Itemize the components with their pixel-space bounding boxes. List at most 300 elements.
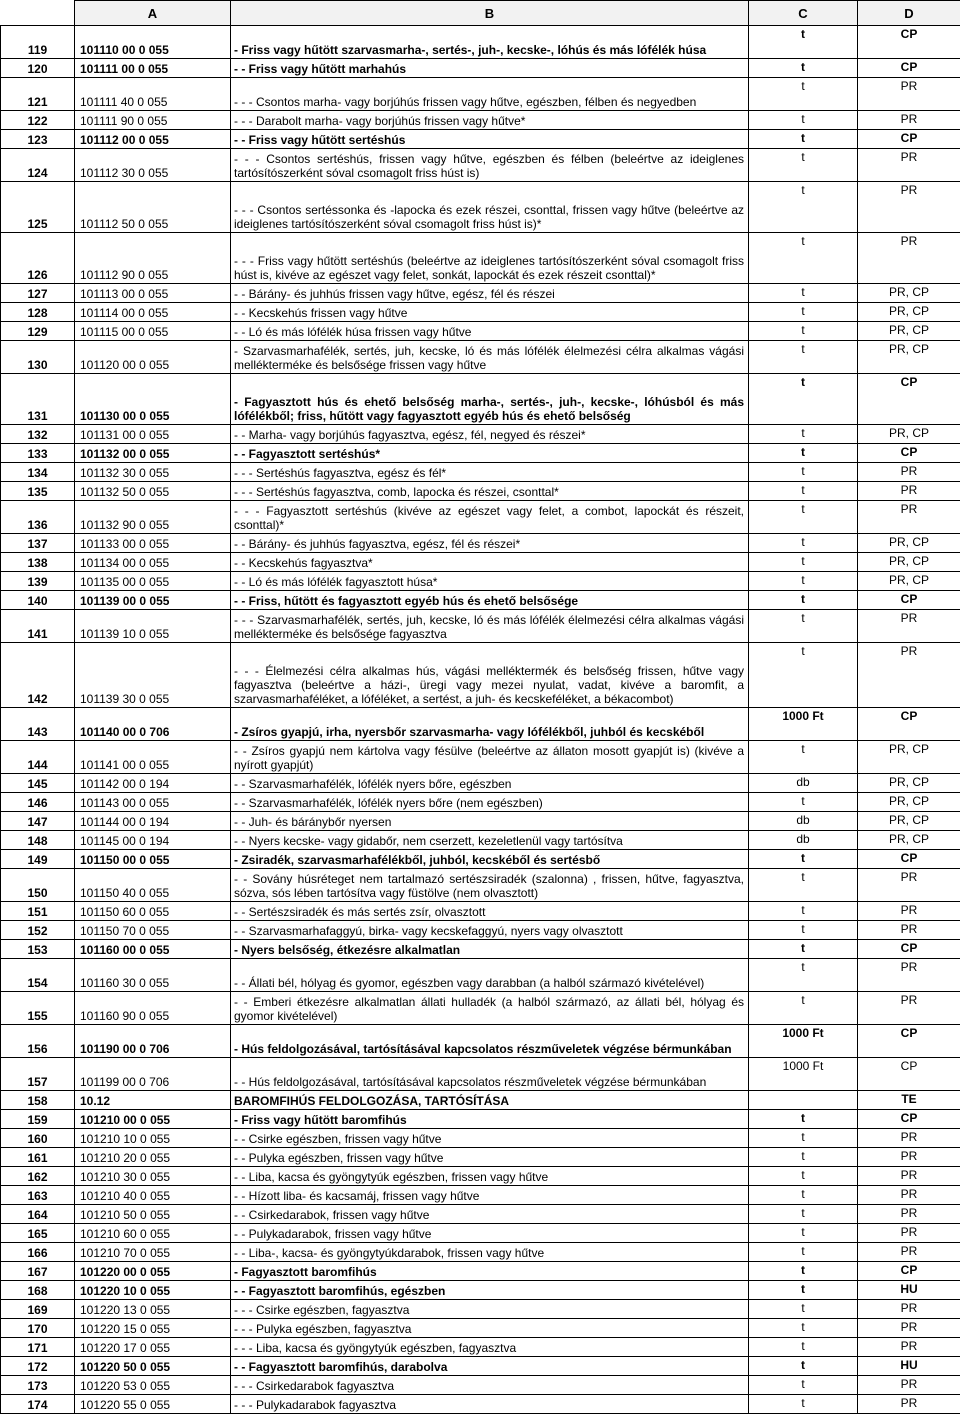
description-cell[interactable]: - - - Csontos marha- vagy borjúhús frissen vagy hűtve, egészben, félben és negyedben: [231, 78, 749, 111]
unit-cell[interactable]: t: [749, 921, 858, 940]
product-code-cell[interactable]: 101160 90 0 055: [75, 992, 231, 1025]
description-cell[interactable]: - - Liba, kacsa és gyöngytyúk egészben, frissen vagy hűtve: [231, 1167, 749, 1186]
row-number-cell[interactable]: 131: [1, 374, 75, 425]
row-number-cell[interactable]: 152: [1, 921, 75, 940]
category-cell[interactable]: CP: [858, 1262, 960, 1281]
unit-cell[interactable]: t: [749, 130, 858, 149]
product-code-cell[interactable]: 101190 00 0 706: [75, 1025, 231, 1058]
description-cell[interactable]: - Hús feldolgozásával, tartósításával kapcsolatos részműveletek végzése bérmunkában: [231, 1025, 749, 1058]
category-cell[interactable]: CP: [858, 26, 960, 59]
product-code-cell[interactable]: 101220 15 0 055: [75, 1319, 231, 1338]
unit-cell[interactable]: t: [749, 869, 858, 902]
unit-cell[interactable]: t: [749, 1167, 858, 1186]
unit-cell[interactable]: t: [749, 1186, 858, 1205]
description-cell[interactable]: - - Fagyasztott baromfihús, darabolva: [231, 1357, 749, 1376]
category-cell[interactable]: PR: [858, 902, 960, 921]
description-cell[interactable]: - - - Csirkedarabok fagyasztva: [231, 1376, 749, 1395]
description-cell[interactable]: - - Hízott liba- és kacsamáj, frissen vagy hűtve: [231, 1186, 749, 1205]
category-cell[interactable]: PR: [858, 1186, 960, 1205]
unit-cell[interactable]: t: [749, 463, 858, 482]
product-code-cell[interactable]: 101139 10 0 055: [75, 610, 231, 643]
unit-cell[interactable]: db: [749, 774, 858, 793]
description-cell[interactable]: - - - Élelmezési célra alkalmas hús, vágási melléktermék és belsőség frissen, hűtve vagy fagyasztva (beleértve a házi-, üregi vagy mezei nyulat, vadat, kivéve a baromfit, a szarvasmarhaféléket, a lóféléket, a sertést, a juh- és kecskeféléket, a békacombot): [231, 643, 749, 708]
product-code-cell[interactable]: 101210 70 0 055: [75, 1243, 231, 1262]
unit-cell[interactable]: t: [749, 850, 858, 869]
unit-cell[interactable]: t: [749, 1129, 858, 1148]
category-cell[interactable]: PR, CP: [858, 322, 960, 341]
category-cell[interactable]: CP: [858, 130, 960, 149]
unit-cell[interactable]: t: [749, 1319, 858, 1338]
unit-cell[interactable]: db: [749, 831, 858, 850]
unit-cell[interactable]: 1000 Ft: [749, 1025, 858, 1058]
unit-cell[interactable]: t: [749, 322, 858, 341]
description-cell[interactable]: - - Állati bél, hólyag és gyomor, egészben vagy darabban (a halból származó kivételével): [231, 959, 749, 992]
description-cell[interactable]: - Friss vagy hűtött szarvasmarha-, sertés-, juh-, kecske-, lóhús és más lófélék húsa: [231, 26, 749, 59]
description-cell[interactable]: - Friss vagy hűtött baromfihús: [231, 1110, 749, 1129]
row-number-cell[interactable]: 173: [1, 1376, 75, 1395]
category-cell[interactable]: PR: [858, 1300, 960, 1319]
row-number-cell[interactable]: 145: [1, 774, 75, 793]
row-number-cell[interactable]: 136: [1, 501, 75, 534]
description-cell[interactable]: - - Csirkedarabok, frissen vagy hűtve: [231, 1205, 749, 1224]
description-cell[interactable]: - Szarvasmarhafélék, sertés, juh, kecske, ló és más lófélék élelmezési célra alkalmas vágási mellékterméke és belsősége frissen vagy hűtve: [231, 341, 749, 374]
row-number-cell[interactable]: 141: [1, 610, 75, 643]
category-cell[interactable]: PR: [858, 463, 960, 482]
product-code-cell[interactable]: 101210 00 0 055: [75, 1110, 231, 1129]
product-code-cell[interactable]: 101160 00 0 055: [75, 940, 231, 959]
unit-cell[interactable]: t: [749, 284, 858, 303]
description-cell[interactable]: - - - Sertéshús fagyasztva, egész és fél*: [231, 463, 749, 482]
category-cell[interactable]: PR, CP: [858, 793, 960, 812]
unit-cell[interactable]: t: [749, 501, 858, 534]
category-cell[interactable]: PR, CP: [858, 534, 960, 553]
description-cell[interactable]: - - Kecskehús fagyasztva*: [231, 553, 749, 572]
unit-cell[interactable]: t: [749, 149, 858, 182]
unit-cell[interactable]: t: [749, 741, 858, 774]
category-cell[interactable]: PR: [858, 1205, 960, 1224]
description-cell[interactable]: - - Sovány húsréteget nem tartalmazó sertészsiradék (szalonna) , frissen, hűtve, fagyasztva, sózva, sós lében tartósítva vagy füstölve (nem olvasztott): [231, 869, 749, 902]
category-cell[interactable]: CP: [858, 1025, 960, 1058]
category-cell[interactable]: TE: [858, 1091, 960, 1110]
product-code-cell[interactable]: 101220 53 0 055: [75, 1376, 231, 1395]
row-number-cell[interactable]: 119: [1, 26, 75, 59]
category-cell[interactable]: PR: [858, 959, 960, 992]
description-cell[interactable]: - Fagyasztott baromfihús: [231, 1262, 749, 1281]
product-code-cell[interactable]: 101210 50 0 055: [75, 1205, 231, 1224]
row-number-cell[interactable]: 130: [1, 341, 75, 374]
row-number-cell[interactable]: 171: [1, 1338, 75, 1357]
description-cell[interactable]: - - Juh- és báránybőr nyersen: [231, 812, 749, 831]
unit-cell[interactable]: [749, 1091, 858, 1110]
unit-cell[interactable]: t: [749, 1300, 858, 1319]
description-cell[interactable]: - - Liba-, kacsa- és gyöngytyúkdarabok, frissen vagy hűtve: [231, 1243, 749, 1262]
description-cell[interactable]: - - Szarvasmarhafélék, lófélék nyers bőre, egészben: [231, 774, 749, 793]
category-cell[interactable]: PR: [858, 501, 960, 534]
description-cell[interactable]: - - Ló és más lófélék fagyasztott húsa*: [231, 572, 749, 591]
row-number-cell[interactable]: 124: [1, 149, 75, 182]
product-code-cell[interactable]: 101112 00 0 055: [75, 130, 231, 149]
column-header-a[interactable]: A: [75, 1, 231, 26]
unit-cell[interactable]: t: [749, 1357, 858, 1376]
unit-cell[interactable]: t: [749, 341, 858, 374]
table-row: [1, 182, 960, 233]
unit-cell[interactable]: t: [749, 1262, 858, 1281]
category-cell[interactable]: PR, CP: [858, 812, 960, 831]
category-cell[interactable]: CP: [858, 59, 960, 78]
product-code-cell[interactable]: 101132 00 0 055: [75, 444, 231, 463]
unit-cell[interactable]: t: [749, 572, 858, 591]
row-number-cell[interactable]: 170: [1, 1319, 75, 1338]
unit-cell[interactable]: t: [749, 1243, 858, 1262]
column-header-b[interactable]: B: [231, 1, 749, 26]
category-cell[interactable]: PR: [858, 869, 960, 902]
product-code-cell[interactable]: 101113 00 0 055: [75, 284, 231, 303]
product-code-cell[interactable]: 101132 50 0 055: [75, 482, 231, 501]
product-code-cell[interactable]: 101111 90 0 055: [75, 111, 231, 130]
product-code-cell[interactable]: 101139 30 0 055: [75, 643, 231, 708]
row-number-cell[interactable]: 128: [1, 303, 75, 322]
description-cell[interactable]: - - Szarvasmarhafaggyú, birka- vagy kecskefaggyú, nyers vagy olvasztott: [231, 921, 749, 940]
product-code-cell[interactable]: 101131 00 0 055: [75, 425, 231, 444]
category-cell[interactable]: HU: [858, 1281, 960, 1300]
table-row: [1, 1205, 960, 1224]
table-row: [1, 708, 960, 741]
row-number-cell[interactable]: 158: [1, 1091, 75, 1110]
category-cell[interactable]: PR, CP: [858, 303, 960, 322]
category-cell[interactable]: PR, CP: [858, 553, 960, 572]
description-cell[interactable]: - - - Csirke egészben, fagyasztva: [231, 1300, 749, 1319]
table-row: [1, 643, 960, 708]
table-row: [1, 869, 960, 902]
product-code-cell[interactable]: 101210 60 0 055: [75, 1224, 231, 1243]
category-cell[interactable]: CP: [858, 374, 960, 425]
category-cell[interactable]: PR: [858, 1129, 960, 1148]
unit-cell[interactable]: t: [749, 1110, 858, 1129]
row-number-cell[interactable]: 137: [1, 534, 75, 553]
product-code-cell[interactable]: 101220 17 0 055: [75, 1338, 231, 1357]
row-number-cell[interactable]: 135: [1, 482, 75, 501]
row-number-cell[interactable]: 155: [1, 992, 75, 1025]
row-number-cell[interactable]: 125: [1, 182, 75, 233]
description-cell[interactable]: - - Emberi étkezésre alkalmatlan állati hulladék (a halból származó, az állati bél, hólyag és gyomor kivételével): [231, 992, 749, 1025]
row-number-cell[interactable]: 149: [1, 850, 75, 869]
unit-cell[interactable]: t: [749, 111, 858, 130]
category-cell[interactable]: PR: [858, 1148, 960, 1167]
product-code-cell[interactable]: 101132 90 0 055: [75, 501, 231, 534]
unit-cell[interactable]: db: [749, 812, 858, 831]
description-cell[interactable]: - - - Friss vagy hűtött sertéshús (beleértve az ideiglenes tartósítószerként sóval csomagolt friss húst is, kivéve az egészet vagy felet, sonkát, lapockát és ezek részeit csonttal)*: [231, 233, 749, 284]
description-cell[interactable]: - Zsiradék, szarvasmarhafélékből, juhból, kecskéből és sertésbő: [231, 850, 749, 869]
product-code-cell[interactable]: 101135 00 0 055: [75, 572, 231, 591]
description-cell[interactable]: - - - Pulyka egészben, fagyasztva: [231, 1319, 749, 1338]
description-cell[interactable]: BAROMFIHÚS FELDOLGOZÁSA, TARTÓSÍTÁSA: [231, 1091, 749, 1110]
unit-cell[interactable]: t: [749, 78, 858, 111]
unit-cell[interactable]: 1000 Ft: [749, 708, 858, 741]
description-cell[interactable]: - - - Fagyasztott sertéshús (kivéve az egészet vagy felet, a combot, lapockát és részeit, csonttal)*: [231, 501, 749, 534]
row-number-cell[interactable]: 156: [1, 1025, 75, 1058]
product-code-cell[interactable]: 101160 30 0 055: [75, 959, 231, 992]
row-number-cell[interactable]: 139: [1, 572, 75, 591]
unit-cell[interactable]: t: [749, 1395, 858, 1414]
description-cell[interactable]: - Nyers belsőség, étkezésre alkalmatlan: [231, 940, 749, 959]
product-code-cell[interactable]: 101210 20 0 055: [75, 1148, 231, 1167]
product-code-cell[interactable]: 101220 13 0 055: [75, 1300, 231, 1319]
category-cell[interactable]: PR: [858, 1224, 960, 1243]
row-number-cell[interactable]: 151: [1, 902, 75, 921]
category-cell[interactable]: PR, CP: [858, 774, 960, 793]
row-number-cell[interactable]: 150: [1, 869, 75, 902]
description-cell[interactable]: - - Bárány- és juhhús frissen vagy hűtve, egész, fél és részei: [231, 284, 749, 303]
row-number-cell[interactable]: 166: [1, 1243, 75, 1262]
product-code-cell[interactable]: 101220 55 0 055: [75, 1395, 231, 1414]
row-number-cell[interactable]: 140: [1, 591, 75, 610]
product-code-cell[interactable]: 101141 00 0 055: [75, 741, 231, 774]
product-code-cell[interactable]: 101142 00 0 194: [75, 774, 231, 793]
description-cell[interactable]: - - Sertészsiradék és más sertés zsír, olvasztott: [231, 902, 749, 921]
unit-cell[interactable]: t: [749, 610, 858, 643]
product-code-cell[interactable]: 101220 50 0 055: [75, 1357, 231, 1376]
table-row: [1, 1376, 960, 1395]
product-code-cell[interactable]: 101111 40 0 055: [75, 78, 231, 111]
row-number-cell[interactable]: 146: [1, 793, 75, 812]
product-code-cell[interactable]: 101210 30 0 055: [75, 1167, 231, 1186]
description-cell[interactable]: - - Ló és más lófélék húsa frissen vagy hűtve: [231, 322, 749, 341]
unit-cell[interactable]: t: [749, 643, 858, 708]
description-cell[interactable]: - - Szarvasmarhafélék, lófélék nyers bőre (nem egészben): [231, 793, 749, 812]
category-cell[interactable]: PR, CP: [858, 572, 960, 591]
unit-cell[interactable]: t: [749, 374, 858, 425]
product-code-cell[interactable]: 101132 30 0 055: [75, 463, 231, 482]
product-code-cell[interactable]: 101144 00 0 194: [75, 812, 231, 831]
product-code-cell[interactable]: 101111 00 0 055: [75, 59, 231, 78]
category-cell[interactable]: PR: [858, 1319, 960, 1338]
row-number-cell[interactable]: 142: [1, 643, 75, 708]
unit-cell[interactable]: t: [749, 1148, 858, 1167]
row-number-cell[interactable]: 159: [1, 1110, 75, 1129]
row-number-cell[interactable]: 172: [1, 1357, 75, 1376]
unit-cell[interactable]: t: [749, 534, 858, 553]
unit-cell[interactable]: t: [749, 992, 858, 1025]
unit-cell[interactable]: 1000 Ft: [749, 1058, 858, 1091]
product-code-cell[interactable]: 101145 00 0 194: [75, 831, 231, 850]
row-number-cell[interactable]: 148: [1, 831, 75, 850]
category-cell[interactable]: PR: [858, 1376, 960, 1395]
column-header-c[interactable]: C: [749, 1, 858, 26]
row-number-cell[interactable]: 164: [1, 1205, 75, 1224]
row-number-cell[interactable]: 132: [1, 425, 75, 444]
description-cell[interactable]: - - - Pulykadarabok fagyasztva: [231, 1395, 749, 1414]
table-row: [1, 1357, 960, 1376]
product-code-cell[interactable]: 101120 00 0 055: [75, 341, 231, 374]
row-number-cell[interactable]: 144: [1, 741, 75, 774]
product-code-cell[interactable]: 101133 00 0 055: [75, 534, 231, 553]
column-header-d[interactable]: D: [858, 1, 960, 26]
description-cell[interactable]: - - Pulykadarabok, frissen vagy hűtve: [231, 1224, 749, 1243]
category-cell[interactable]: PR: [858, 1395, 960, 1414]
row-number-cell[interactable]: 162: [1, 1167, 75, 1186]
product-code-cell[interactable]: 101140 00 0 706: [75, 708, 231, 741]
product-code-cell[interactable]: 101130 00 0 055: [75, 374, 231, 425]
description-cell[interactable]: - - Kecskehús frissen vagy hűtve: [231, 303, 749, 322]
category-cell[interactable]: CP: [858, 591, 960, 610]
product-code-cell[interactable]: 101150 00 0 055: [75, 850, 231, 869]
row-number-cell[interactable]: 126: [1, 233, 75, 284]
product-code-cell[interactable]: 101110 00 0 055: [75, 26, 231, 59]
product-code-cell[interactable]: 101114 00 0 055: [75, 303, 231, 322]
row-number-cell[interactable]: 147: [1, 812, 75, 831]
category-cell[interactable]: CP: [858, 850, 960, 869]
category-cell[interactable]: PR: [858, 1167, 960, 1186]
category-cell[interactable]: PR, CP: [858, 741, 960, 774]
row-number-cell[interactable]: 174: [1, 1395, 75, 1414]
product-code-cell[interactable]: 101143 00 0 055: [75, 793, 231, 812]
category-cell[interactable]: HU: [858, 1357, 960, 1376]
description-cell[interactable]: - - - Liba, kacsa és gyöngytyúk egészben, fagyasztva: [231, 1338, 749, 1357]
unit-cell[interactable]: t: [749, 303, 858, 322]
row-number-cell[interactable]: 123: [1, 130, 75, 149]
category-cell[interactable]: CP: [858, 1110, 960, 1129]
row-number-cell[interactable]: 121: [1, 78, 75, 111]
unit-cell[interactable]: t: [749, 793, 858, 812]
row-number-cell[interactable]: 122: [1, 111, 75, 130]
unit-cell[interactable]: t: [749, 1224, 858, 1243]
product-code-cell[interactable]: 101112 30 0 055: [75, 149, 231, 182]
table-row: [1, 1300, 960, 1319]
row-number-cell[interactable]: 161: [1, 1148, 75, 1167]
description-cell[interactable]: - - - Csontos sertéshús, frissen vagy hűtve, egészben és félben (beleértve az ideiglenes tartósítószerként sóval csomagolt friss húst is): [231, 149, 749, 182]
row-number-cell[interactable]: 143: [1, 708, 75, 741]
category-cell[interactable]: PR: [858, 1243, 960, 1262]
row-number-cell[interactable]: 169: [1, 1300, 75, 1319]
unit-cell[interactable]: t: [749, 425, 858, 444]
description-cell[interactable]: - - Pulyka egészben, frissen vagy hűtve: [231, 1148, 749, 1167]
category-cell[interactable]: PR, CP: [858, 341, 960, 374]
category-cell[interactable]: CP: [858, 940, 960, 959]
product-code-cell[interactable]: 101150 70 0 055: [75, 921, 231, 940]
row-number-cell[interactable]: 160: [1, 1129, 75, 1148]
description-cell[interactable]: - - Bárány- és juhhús fagyasztva, egész, fél és részei*: [231, 534, 749, 553]
unit-cell[interactable]: t: [749, 1338, 858, 1357]
row-number-cell[interactable]: 165: [1, 1224, 75, 1243]
row-number-cell[interactable]: 167: [1, 1262, 75, 1281]
description-cell[interactable]: - - Hús feldolgozásával, tartósításával kapcsolatos részműveletek végzése bérmunkában: [231, 1058, 749, 1091]
table-row: [1, 1110, 960, 1129]
table-row: [1, 1319, 960, 1338]
product-code-cell[interactable]: 101220 10 0 055: [75, 1281, 231, 1300]
category-cell[interactable]: PR: [858, 111, 960, 130]
unit-cell[interactable]: t: [749, 59, 858, 78]
table-row: [1, 501, 960, 534]
description-cell[interactable]: - - - Darabolt marha- vagy borjúhús frissen vagy hűtve*: [231, 111, 749, 130]
description-cell[interactable]: - - Zsíros gyapjú nem kártolva vagy fésülve (beleértve az állaton mosott gyapjút is) (kivéve a nyírott gyapjút): [231, 741, 749, 774]
unit-cell[interactable]: t: [749, 182, 858, 233]
product-code-cell[interactable]: 101115 00 0 055: [75, 322, 231, 341]
unit-cell[interactable]: t: [749, 1376, 858, 1395]
description-cell[interactable]: - - Nyers kecske- vagy gidabőr, nem cserzett, kezeletlenül vagy tartósítva: [231, 831, 749, 850]
table-row: [1, 482, 960, 501]
unit-cell[interactable]: t: [749, 1281, 858, 1300]
unit-cell[interactable]: t: [749, 940, 858, 959]
category-cell[interactable]: PR: [858, 921, 960, 940]
category-cell[interactable]: PR: [858, 482, 960, 501]
description-cell[interactable]: - - Friss vagy hűtött sertéshús: [231, 130, 749, 149]
unit-cell[interactable]: t: [749, 444, 858, 463]
row-number-cell[interactable]: 127: [1, 284, 75, 303]
table-row: [1, 130, 960, 149]
description-cell[interactable]: - Zsíros gyapjú, irha, nyersbőr szarvasmarha- vagy lófélékből, juhból és kecskéből: [231, 708, 749, 741]
description-cell[interactable]: - - - Csontos sertéssonka és -lapocka és ezek részei, csonttal, frissen vagy hűtve (beleértve az ideiglenes tartósítószerként sóval csomagolt friss húst is)*: [231, 182, 749, 233]
product-code-cell[interactable]: 101210 40 0 055: [75, 1186, 231, 1205]
category-cell[interactable]: PR: [858, 233, 960, 284]
row-number-cell[interactable]: 153: [1, 940, 75, 959]
description-cell[interactable]: - - Fagyasztott baromfihús, egészben: [231, 1281, 749, 1300]
row-number-cell[interactable]: 120: [1, 59, 75, 78]
description-cell[interactable]: - - - Szarvasmarhafélék, sertés, juh, kecske, ló és más lófélék élelmezési célra alkalmas vágási mellékterméke és belsősége fagyasztva: [231, 610, 749, 643]
category-cell[interactable]: PR, CP: [858, 284, 960, 303]
row-number-cell[interactable]: 157: [1, 1058, 75, 1091]
product-code-cell[interactable]: 101134 00 0 055: [75, 553, 231, 572]
description-cell[interactable]: - - Friss vagy hűtött marhahús: [231, 59, 749, 78]
category-cell[interactable]: PR, CP: [858, 831, 960, 850]
product-code-cell[interactable]: 101139 00 0 055: [75, 591, 231, 610]
description-cell[interactable]: - - - Sertéshús fagyasztva, comb, lapocka és részei, csonttal*: [231, 482, 749, 501]
unit-cell[interactable]: t: [749, 1205, 858, 1224]
category-cell[interactable]: PR, CP: [858, 425, 960, 444]
table-row: [1, 1058, 960, 1091]
category-cell[interactable]: CP: [858, 708, 960, 741]
table-row: [1, 26, 960, 59]
category-cell[interactable]: PR: [858, 643, 960, 708]
table-row: [1, 149, 960, 182]
description-cell[interactable]: - - Friss, hűtött és fagyasztott egyéb hús és ehető belsősége: [231, 591, 749, 610]
unit-cell[interactable]: t: [749, 902, 858, 921]
category-cell[interactable]: PR: [858, 1338, 960, 1357]
category-cell[interactable]: PR: [858, 992, 960, 1025]
category-cell[interactable]: PR: [858, 182, 960, 233]
row-number-cell[interactable]: 168: [1, 1281, 75, 1300]
category-cell[interactable]: PR: [858, 149, 960, 182]
row-number-cell[interactable]: 138: [1, 553, 75, 572]
row-number-cell[interactable]: 133: [1, 444, 75, 463]
product-code-cell[interactable]: 101150 40 0 055: [75, 869, 231, 902]
category-cell[interactable]: PR: [858, 78, 960, 111]
description-cell[interactable]: - - Fagyasztott sertéshús*: [231, 444, 749, 463]
description-cell[interactable]: - Fagyasztott hús és ehető belsőség marha-, sertés-, juh-, kecske-, lóhúsból és más lófélékből; friss, hűtött vagy fagyasztott egyéb hús és ehető belsőség: [231, 374, 749, 425]
unit-cell[interactable]: t: [749, 959, 858, 992]
product-code-cell[interactable]: 101220 00 0 055: [75, 1262, 231, 1281]
product-code-cell[interactable]: 101112 50 0 055: [75, 182, 231, 233]
category-cell[interactable]: CP: [858, 444, 960, 463]
product-code-cell[interactable]: 10.12: [75, 1091, 231, 1110]
product-code-cell[interactable]: 101199 00 0 706: [75, 1058, 231, 1091]
product-code-cell[interactable]: 101210 10 0 055: [75, 1129, 231, 1148]
category-cell[interactable]: PR: [858, 610, 960, 643]
unit-cell[interactable]: t: [749, 26, 858, 59]
product-code-cell[interactable]: 101150 60 0 055: [75, 902, 231, 921]
unit-cell[interactable]: t: [749, 482, 858, 501]
unit-cell[interactable]: t: [749, 233, 858, 284]
category-cell[interactable]: CP: [858, 1058, 960, 1091]
row-number-cell[interactable]: 163: [1, 1186, 75, 1205]
unit-cell[interactable]: t: [749, 553, 858, 572]
row-number-cell[interactable]: 134: [1, 463, 75, 482]
product-code-cell[interactable]: 101112 90 0 055: [75, 233, 231, 284]
description-cell[interactable]: - - Marha- vagy borjúhús fagyasztva, egész, fél, negyed és részei*: [231, 425, 749, 444]
row-number-cell[interactable]: 129: [1, 322, 75, 341]
row-number-cell[interactable]: 154: [1, 959, 75, 992]
description-cell[interactable]: - - Csirke egészben, frissen vagy hűtve: [231, 1129, 749, 1148]
unit-cell[interactable]: t: [749, 591, 858, 610]
